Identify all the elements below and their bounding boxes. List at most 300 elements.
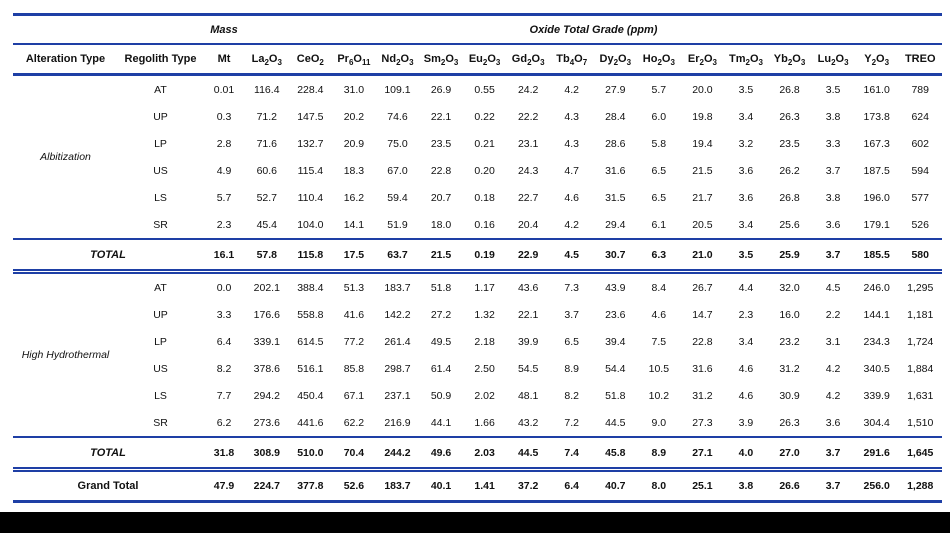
value-cell: 1,288: [898, 470, 942, 502]
value-cell: 4.2: [825, 389, 841, 402]
value-cell: 26.3: [779, 110, 800, 123]
value-cell: 19.8: [692, 110, 713, 123]
alteration-type-cell: High Hydrothermal: [21, 349, 110, 361]
regolith-type-cell: AT: [154, 83, 167, 96]
value-cell: 1,510: [907, 416, 934, 429]
value-cell: 339.1: [253, 335, 280, 348]
value-cell: 9.0: [651, 416, 667, 429]
value-cell: 6.3: [637, 239, 681, 272]
value-cell: 2.8: [216, 137, 232, 150]
value-cell: 74.6: [387, 110, 408, 123]
value-cell: 339.9: [863, 389, 890, 402]
value-cell: 1,724: [907, 335, 934, 348]
value-cell: 1,884: [907, 362, 934, 375]
value-cell: 3.4: [738, 218, 754, 231]
value-cell: 70.4: [332, 437, 376, 470]
value-cell: 4.2: [564, 218, 580, 231]
value-cell: 377.8: [289, 470, 333, 502]
value-cell: 4.4: [738, 281, 754, 294]
value-cell: 21.7: [692, 191, 713, 204]
data-row: [13, 355, 942, 382]
value-cell: 4.5: [550, 239, 594, 272]
value-cell: 26.7: [692, 281, 713, 294]
value-cell: 51.9: [387, 218, 408, 231]
value-cell: 183.7: [376, 470, 420, 502]
value-cell: 3.6: [825, 416, 841, 429]
value-cell: 63.7: [376, 239, 420, 272]
data-row: [13, 75, 942, 104]
group-header-spacer: [13, 15, 203, 45]
regolith-type-cell: LS: [154, 389, 167, 402]
value-cell: 62.2: [343, 416, 365, 429]
value-cell: 6.5: [651, 164, 667, 177]
value-cell: 6.4: [216, 335, 232, 348]
value-cell: 167.3: [863, 137, 890, 150]
data-row: [13, 103, 942, 130]
column-header-y2o3: $Y_2O_3$: [855, 44, 899, 75]
data-row: [13, 184, 942, 211]
value-cell: 4.7: [564, 164, 580, 177]
value-cell: 26.3: [779, 416, 800, 429]
value-cell: 14.1: [343, 218, 365, 231]
section-total-row: [13, 239, 942, 272]
value-cell: 4.6: [564, 191, 580, 204]
value-cell: 109.1: [384, 83, 411, 96]
value-cell: 27.0: [768, 437, 812, 470]
value-cell: 30.7: [594, 239, 638, 272]
value-cell: 291.6: [855, 437, 899, 470]
value-cell: 50.9: [430, 389, 452, 402]
value-cell: 1,295: [907, 281, 934, 294]
column-header-mt: Mt: [203, 44, 245, 75]
value-cell: 173.8: [863, 110, 890, 123]
value-cell: 26.2: [779, 164, 800, 177]
value-cell: 45.4: [256, 218, 277, 231]
value-cell: 47.9: [203, 470, 245, 502]
value-cell: 7.5: [651, 335, 667, 348]
value-cell: 16.0: [779, 308, 800, 321]
data-row: [13, 409, 942, 437]
value-cell: 22.8: [692, 335, 713, 348]
value-cell: 1.32: [474, 308, 495, 321]
value-cell: 4.6: [651, 308, 667, 321]
value-cell: 3.6: [738, 191, 754, 204]
value-cell: 602: [911, 137, 929, 150]
column-header-dy2o3: $Dy_2O_3$: [594, 44, 638, 75]
value-cell: 228.4: [297, 83, 324, 96]
value-cell: 1,631: [907, 389, 934, 402]
value-cell: 2.50: [474, 362, 495, 375]
value-cell: 21.5: [419, 239, 463, 272]
value-cell: 183.7: [384, 281, 411, 294]
value-cell: 5.7: [216, 191, 232, 204]
value-cell: 3.1: [825, 335, 841, 348]
value-cell: 7.7: [216, 389, 232, 402]
value-cell: 31.8: [203, 437, 245, 470]
value-cell: 7.3: [564, 281, 580, 294]
value-cell: 43.6: [517, 281, 539, 294]
column-header-ceo2: CeO$_2$: [289, 44, 333, 75]
value-cell: 51.8: [430, 281, 452, 294]
value-cell: 0.3: [216, 110, 232, 123]
value-cell: 304.4: [863, 416, 890, 429]
column-header-pr6o11: $Pr_6O_{11}$: [332, 44, 376, 75]
value-cell: 594: [911, 164, 929, 177]
value-cell: 25.9: [768, 239, 812, 272]
grade-table-container: [13, 13, 942, 503]
value-cell: 2.2: [825, 308, 841, 321]
value-cell: 23.5: [430, 137, 452, 150]
value-cell: 49.5: [430, 335, 452, 348]
value-cell: 216.9: [384, 416, 411, 429]
group-header-row: [13, 15, 942, 45]
value-cell: 28.4: [605, 110, 626, 123]
value-cell: 6.2: [216, 416, 232, 429]
value-cell: 8.2: [216, 362, 232, 375]
value-cell: 3.4: [738, 335, 754, 348]
value-cell: 115.4: [297, 164, 324, 177]
value-cell: 31.0: [343, 83, 365, 96]
value-cell: 22.1: [430, 110, 452, 123]
value-cell: 142.2: [384, 308, 411, 321]
value-cell: 19.4: [692, 137, 713, 150]
value-cell: 1.41: [463, 470, 507, 502]
value-cell: 510.0: [289, 437, 333, 470]
value-cell: 3.6: [738, 164, 754, 177]
value-cell: 39.9: [517, 335, 539, 348]
column-header-ho2o3: $Ho_2O_3$: [637, 44, 681, 75]
value-cell: 3.5: [825, 83, 841, 96]
value-cell: 0.20: [474, 164, 495, 177]
value-cell: 185.5: [855, 239, 899, 272]
column-header-alteration-type: Alteration Type: [13, 44, 118, 75]
value-cell: 59.4: [387, 191, 408, 204]
value-cell: 1.66: [474, 416, 495, 429]
value-cell: 20.5: [692, 218, 713, 231]
total-label: TOTAL: [13, 437, 203, 470]
column-header-er2o3: $Er_2O_3$: [681, 44, 725, 75]
value-cell: 7.2: [564, 416, 580, 429]
oxide-grade-table: [13, 13, 942, 503]
oxide-group-header: Oxide Total Grade (ppm): [245, 15, 942, 45]
value-cell: 3.9: [738, 416, 754, 429]
value-cell: 8.4: [651, 281, 667, 294]
value-cell: 17.5: [332, 239, 376, 272]
data-row: [13, 130, 942, 157]
value-cell: 4.9: [216, 164, 232, 177]
value-cell: 558.8: [297, 308, 324, 321]
value-cell: 26.9: [430, 83, 452, 96]
value-cell: 441.6: [297, 416, 324, 429]
value-cell: 294.2: [253, 389, 280, 402]
value-cell: 39.4: [605, 335, 626, 348]
column-header-gd2o3: $Gd_2O_3$: [506, 44, 550, 75]
value-cell: 67.1: [343, 389, 365, 402]
value-cell: 22.1: [517, 308, 539, 321]
value-cell: 4.2: [564, 83, 580, 96]
value-cell: 104.0: [297, 218, 324, 231]
value-cell: 6.5: [564, 335, 580, 348]
value-cell: 234.3: [863, 335, 890, 348]
value-cell: 0.21: [474, 137, 495, 150]
mass-group-header: Mass: [203, 15, 245, 45]
value-cell: 4.6: [738, 389, 754, 402]
value-cell: 3.4: [738, 110, 754, 123]
data-row: [13, 328, 942, 355]
value-cell: 40.1: [419, 470, 463, 502]
value-cell: 27.1: [681, 437, 725, 470]
value-cell: 224.7: [245, 470, 289, 502]
value-cell: 20.4: [517, 218, 539, 231]
bottom-black-bar: [0, 512, 950, 533]
value-cell: 144.1: [863, 308, 890, 321]
value-cell: 44.5: [605, 416, 626, 429]
value-cell: 23.6: [605, 308, 626, 321]
value-cell: 196.0: [863, 191, 890, 204]
value-cell: 71.6: [256, 137, 277, 150]
value-cell: 21.0: [681, 239, 725, 272]
value-cell: 1.17: [474, 281, 495, 294]
grand-total-row: [13, 470, 942, 502]
value-cell: 75.0: [387, 137, 408, 150]
value-cell: 378.6: [253, 362, 280, 375]
value-cell: 24.3: [517, 164, 539, 177]
value-cell: 5.7: [651, 83, 667, 96]
value-cell: 4.5: [825, 281, 841, 294]
section-total-row: [13, 437, 942, 470]
column-header-nd2o3: $Nd_2O_3$: [376, 44, 420, 75]
column-header-eu2o3: $Eu_2O_3$: [463, 44, 507, 75]
value-cell: 16.2: [343, 191, 365, 204]
value-cell: 3.3: [216, 308, 232, 321]
value-cell: 0.55: [474, 83, 495, 96]
value-cell: 110.4: [297, 191, 324, 204]
value-cell: 37.2: [506, 470, 550, 502]
data-row: [13, 211, 942, 239]
value-cell: 60.6: [256, 164, 277, 177]
value-cell: 244.2: [376, 437, 420, 470]
value-cell: 8.9: [564, 362, 580, 375]
value-cell: 115.8: [289, 239, 333, 272]
total-label: TOTAL: [13, 239, 203, 272]
regolith-type-cell: LP: [154, 137, 167, 150]
value-cell: 261.4: [384, 335, 411, 348]
value-cell: 61.4: [430, 362, 452, 375]
value-cell: 273.6: [253, 416, 280, 429]
value-cell: 580: [898, 239, 942, 272]
value-cell: 388.4: [297, 281, 324, 294]
value-cell: 24.2: [517, 83, 539, 96]
value-cell: 49.6: [419, 437, 463, 470]
grand-total-label: Grand Total: [13, 470, 203, 502]
value-cell: 22.9: [506, 239, 550, 272]
column-header-treo: TREO: [898, 44, 942, 75]
value-cell: 3.7: [811, 470, 855, 502]
column-header-regolith-type: Regolith Type: [118, 44, 203, 75]
value-cell: 20.2: [343, 110, 365, 123]
value-cell: 85.8: [343, 362, 365, 375]
value-cell: 3.2: [738, 137, 754, 150]
value-cell: 0.01: [213, 83, 235, 96]
value-cell: 6.1: [651, 218, 667, 231]
value-cell: 23.5: [779, 137, 800, 150]
value-cell: 0.0: [216, 281, 232, 294]
value-cell: 22.8: [430, 164, 452, 177]
value-cell: 25.6: [779, 218, 800, 231]
regolith-type-cell: AT: [154, 281, 167, 294]
value-cell: 26.8: [779, 83, 800, 96]
value-cell: 3.8: [825, 110, 841, 123]
value-cell: 2.02: [474, 389, 495, 402]
value-cell: 10.2: [648, 389, 670, 402]
value-cell: 16.1: [203, 239, 245, 272]
value-cell: 10.5: [648, 362, 670, 375]
value-cell: 526: [911, 218, 929, 231]
value-cell: 237.1: [384, 389, 411, 402]
value-cell: 54.5: [517, 362, 539, 375]
value-cell: 20.7: [430, 191, 452, 204]
value-cell: 161.0: [863, 83, 890, 96]
column-header-row: [13, 44, 942, 75]
value-cell: 52.7: [256, 191, 277, 204]
value-cell: 298.7: [384, 362, 411, 375]
value-cell: 4.6: [738, 362, 754, 375]
value-cell: 3.7: [811, 239, 855, 272]
value-cell: 179.1: [863, 218, 890, 231]
value-cell: 132.7: [297, 137, 324, 150]
value-cell: 4.3: [564, 137, 580, 150]
value-cell: 3.7: [564, 308, 580, 321]
value-cell: 5.8: [651, 137, 667, 150]
value-cell: 20.0: [692, 83, 713, 96]
column-header-lu2o3: $Lu_2O_3$: [811, 44, 855, 75]
column-header-tb4o7: $Tb_4O_7$: [550, 44, 594, 75]
data-row: [13, 157, 942, 184]
value-cell: 32.0: [779, 281, 800, 294]
value-cell: 2.3: [738, 308, 754, 321]
value-cell: 22.2: [517, 110, 539, 123]
value-cell: 57.8: [245, 239, 289, 272]
column-header-yb2o3: $Yb_2O_3$: [768, 44, 812, 75]
value-cell: 116.4: [254, 83, 280, 96]
value-cell: 44.5: [506, 437, 550, 470]
value-cell: 2.18: [474, 335, 495, 348]
value-cell: 256.0: [855, 470, 899, 502]
value-cell: 6.5: [651, 191, 667, 204]
value-cell: 18.0: [430, 218, 452, 231]
value-cell: 0.22: [474, 110, 495, 123]
regolith-type-cell: UP: [153, 110, 168, 123]
value-cell: 3.6: [825, 218, 841, 231]
value-cell: 3.8: [825, 191, 841, 204]
value-cell: 27.3: [692, 416, 713, 429]
value-cell: 31.6: [605, 164, 626, 177]
value-cell: 44.1: [430, 416, 452, 429]
value-cell: 26.6: [768, 470, 812, 502]
data-row: [13, 272, 942, 302]
value-cell: 2.3: [216, 218, 232, 231]
value-cell: 450.4: [297, 389, 324, 402]
regolith-type-cell: SR: [153, 416, 168, 429]
value-cell: 340.5: [863, 362, 890, 375]
column-header-la2o3: $La_2O_3$: [245, 44, 289, 75]
value-cell: 8.2: [564, 389, 580, 402]
value-cell: 45.8: [594, 437, 638, 470]
value-cell: 25.1: [681, 470, 725, 502]
value-cell: 147.5: [297, 110, 324, 123]
value-cell: 4.2: [825, 362, 841, 375]
value-cell: 3.8: [724, 470, 768, 502]
value-cell: 77.2: [343, 335, 365, 348]
value-cell: 516.1: [297, 362, 324, 375]
value-cell: 4.0: [724, 437, 768, 470]
value-cell: 3.3: [825, 137, 841, 150]
value-cell: 14.7: [692, 308, 713, 321]
value-cell: 614.5: [297, 335, 324, 348]
value-cell: 31.2: [692, 389, 713, 402]
value-cell: 3.7: [811, 437, 855, 470]
value-cell: 0.19: [463, 239, 507, 272]
value-cell: 23.1: [517, 137, 539, 150]
value-cell: 43.2: [517, 416, 539, 429]
value-cell: 3.5: [738, 83, 754, 96]
alteration-type-cell: Albitization: [40, 151, 91, 163]
value-cell: 23.2: [779, 335, 800, 348]
value-cell: 577: [911, 191, 929, 204]
value-cell: 27.9: [605, 83, 626, 96]
value-cell: 3.7: [825, 164, 841, 177]
column-header-sm2o3: $Sm_2O_3$: [419, 44, 463, 75]
value-cell: 8.9: [637, 437, 681, 470]
value-cell: 6.0: [651, 110, 667, 123]
value-cell: 0.18: [474, 191, 495, 204]
value-cell: 789: [911, 83, 929, 96]
regolith-type-cell: US: [153, 164, 168, 177]
regolith-type-cell: LS: [154, 191, 167, 204]
value-cell: 2.03: [463, 437, 507, 470]
column-header-tm2o3: $Tm_2O_3$: [724, 44, 768, 75]
value-cell: 40.7: [594, 470, 638, 502]
value-cell: 21.5: [692, 164, 713, 177]
value-cell: 6.4: [550, 470, 594, 502]
value-cell: 308.9: [245, 437, 289, 470]
value-cell: 51.3: [343, 281, 365, 294]
data-row: [13, 382, 942, 409]
value-cell: 67.0: [387, 164, 408, 177]
value-cell: 18.3: [343, 164, 365, 177]
value-cell: 30.9: [779, 389, 800, 402]
value-cell: 20.9: [343, 137, 365, 150]
value-cell: 0.16: [474, 218, 495, 231]
value-cell: 246.0: [863, 281, 890, 294]
value-cell: 1,645: [898, 437, 942, 470]
value-cell: 29.4: [605, 218, 626, 231]
value-cell: 31.2: [779, 362, 800, 375]
regolith-type-cell: US: [153, 362, 168, 375]
data-row: [13, 301, 942, 328]
value-cell: 28.6: [605, 137, 626, 150]
value-cell: 187.5: [863, 164, 890, 177]
value-cell: 31.5: [605, 191, 626, 204]
value-cell: 176.6: [253, 308, 280, 321]
value-cell: 7.4: [550, 437, 594, 470]
regolith-type-cell: UP: [153, 308, 168, 321]
regolith-type-cell: SR: [153, 218, 168, 231]
value-cell: 48.1: [517, 389, 539, 402]
value-cell: 71.2: [256, 110, 277, 123]
value-cell: 41.6: [343, 308, 365, 321]
value-cell: 3.5: [724, 239, 768, 272]
